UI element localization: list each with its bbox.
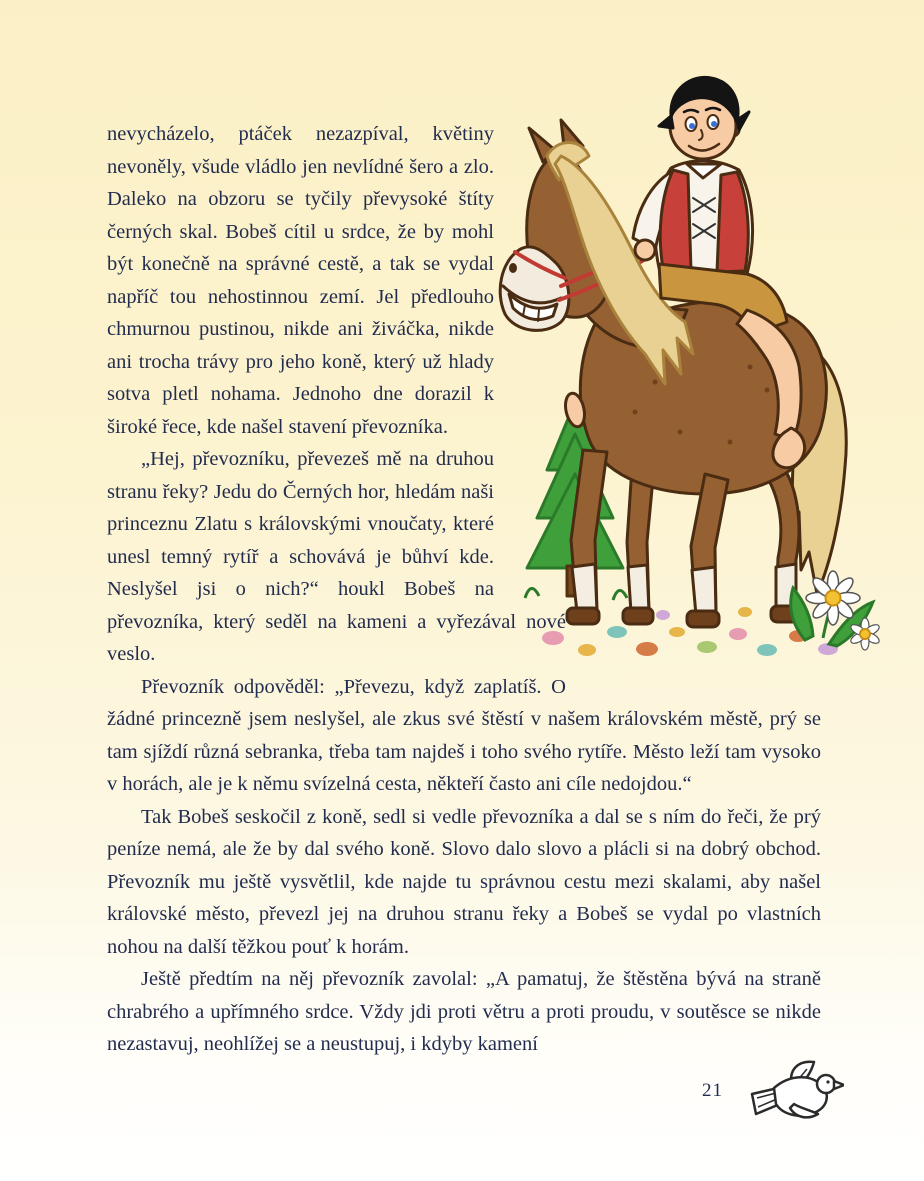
story-paragraph: Převozník odpověděl: „Převezu, když zaplatíš. O žádné princezně jsem neslyšel, ale zkus své štěstí v našem královském městě, prý se tam sjíždí různá sebranka, třeba tam najdeš i toho svého rytíře. Město leží tam vysoko v horách, ale je k němu svízelná cesta, někteří často ani cíle nedojdou.“ (107, 675, 821, 795)
story-paragraph: nevycházelo, ptáček nezazpíval, květiny nevoněly, všude vládlo jen nevlídné šero a zlo. Daleko na obzoru se tyčily převysoké štíty černých skal. Bobeš cítil u srdce, že by mohl být konečně na správné cestě, a tak se vydal napříč tou nehostinnou zemí. Jel předlouho chmurnou pustinou, nikde ani živáčka, nikde ani trocha trávy pro jeho koně, který už hlady sotva pletl nohama. Jednoho dne dorazil k široké řece, kde našel stavení převozníka. (107, 123, 494, 438)
story-paragraph: „Hej, převozníku, převezeš mě na druhou stranu řeky? Jedu do Černých hor, hledám naši princeznu Zlatu s královskými vnoučaty, které unesl temný rytíř a schovává je bůhví kde. Neslyšel jsi o nich?“ houkl Bobeš na převozníka, který seděl na kameni a vyřezával nové veslo. (107, 448, 566, 665)
page-number: 21 (702, 1080, 723, 1101)
story-text (107, 118, 821, 1061)
story-paragraph: Ještě předtím na něj převozník zavolal: „A pamatuj, že štěstěna bývá na straně chrabrého a upřímného srdce. Vždy jdi proti větru a proti proudu, v soutěsce se nikde nezastavuj, neohlížej se a neustupuj, i kdyby kamení (107, 968, 821, 1055)
story-paragraph: Tak Bobeš seskočil z koně, sedl si vedle převozníka a dal se s ním do řeči, že prý peníze nemá, ale že by dal svého koně. Slovo dalo slovo a plácli si na dobrý obchod. Převozník mu ještě vysvětlil, kde najde tu správnou cestu mezi skalami, aby našel královské město, převezl jej na druhou stranu řeky a Bobeš se vydal po vlastních nohou na další těžkou pouť k horám. (107, 805, 821, 958)
dove-illustration (748, 1058, 844, 1138)
